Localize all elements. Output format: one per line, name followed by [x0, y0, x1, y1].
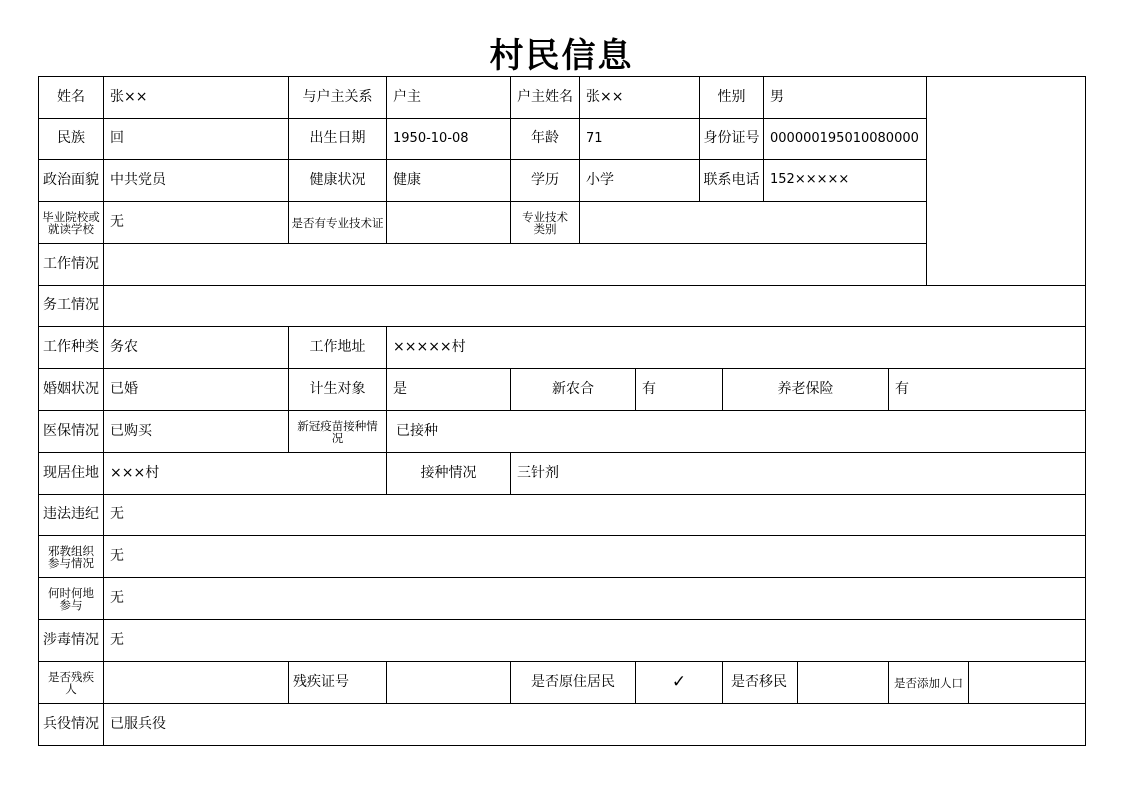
label-gender: 性别 — [699, 76, 764, 119]
value-rural-coop: 有 — [635, 368, 723, 411]
value-disability-cert — [386, 661, 511, 704]
value-tech-type — [579, 201, 927, 244]
value-ethnicity: 回 — [103, 118, 289, 160]
value-relation: 户主 — [386, 76, 511, 119]
value-work — [103, 243, 927, 286]
label-vaccine: 新冠疫苗接种情况 — [288, 410, 387, 453]
value-military: 已服兵役 — [103, 703, 1086, 746]
value-id-number: 000000195010080000 — [763, 118, 927, 160]
value-vaccine: 已接种 — [386, 410, 1086, 453]
label-original-resident: 是否原住居民 — [510, 661, 636, 704]
label-cult: 邪教组织参与情况 — [38, 535, 104, 578]
value-work-address: ×××××村 — [386, 326, 1086, 369]
value-has-cert — [386, 201, 511, 244]
label-cult-when: 何时何地参与 — [38, 577, 104, 620]
label-disabled: 是否残疾人 — [38, 661, 104, 704]
value-political-status: 中共党员 — [103, 159, 289, 202]
label-head-name: 户主姓名 — [510, 76, 580, 119]
value-vaccine-status: 三针剂 — [510, 452, 1086, 495]
value-marital: 已婚 — [103, 368, 289, 411]
checkmark-icon: ✓ — [635, 661, 723, 704]
label-labor: 务工情况 — [38, 285, 104, 327]
label-work-address: 工作地址 — [288, 326, 387, 369]
label-tech-type: 专业技术类别 — [510, 201, 580, 244]
label-disability-cert: 残疾证号 — [288, 661, 387, 704]
label-military: 兵役情况 — [38, 703, 104, 746]
value-phone: 152××××× — [763, 159, 927, 202]
value-disabled — [103, 661, 289, 704]
value-labor — [103, 285, 1086, 327]
label-education: 学历 — [510, 159, 580, 202]
label-violations: 违法违纪 — [38, 494, 104, 536]
value-age: 71 — [579, 118, 700, 160]
value-drugs: 无 — [103, 619, 1086, 662]
value-medical: 已购买 — [103, 410, 289, 453]
label-name: 姓名 — [38, 76, 104, 119]
label-job-type: 工作种类 — [38, 326, 104, 369]
label-work: 工作情况 — [38, 243, 104, 286]
value-health: 健康 — [386, 159, 511, 202]
value-migrant — [797, 661, 889, 704]
value-school: 无 — [103, 201, 289, 244]
label-migrant: 是否移民 — [722, 661, 798, 704]
label-has-cert: 是否有专业技术证 — [288, 201, 387, 244]
value-job-type: 务农 — [103, 326, 289, 369]
label-vaccine-status: 接种情况 — [386, 452, 511, 495]
value-gender: 男 — [763, 76, 927, 119]
label-drugs: 涉毒情况 — [38, 619, 104, 662]
value-education: 小学 — [579, 159, 700, 202]
label-rural-coop: 新农合 — [510, 368, 636, 411]
label-ethnicity: 民族 — [38, 118, 104, 160]
label-id-number: 身份证号 — [699, 118, 764, 160]
value-family-planning: 是 — [386, 368, 511, 411]
label-pension: 养老保险 — [722, 368, 889, 411]
value-violations: 无 — [103, 494, 1086, 536]
value-cult-when: 无 — [103, 577, 1086, 620]
value-cult: 无 — [103, 535, 1086, 578]
value-birth-date: 1950-10-08 — [386, 118, 511, 160]
photo-box — [926, 76, 1086, 286]
page-title: 村民信息 — [489, 36, 634, 76]
value-residence: ×××村 — [103, 452, 387, 495]
value-pension: 有 — [888, 368, 1086, 411]
label-school: 毕业院校或就读学校 — [38, 201, 104, 244]
label-age: 年龄 — [510, 118, 580, 160]
label-residence: 现居住地 — [38, 452, 104, 495]
label-phone: 联系电话 — [699, 159, 764, 202]
label-health: 健康状况 — [288, 159, 387, 202]
label-political-status: 政治面貌 — [38, 159, 104, 202]
value-name: 张×× — [103, 76, 289, 119]
label-added-population: 是否添加人口 — [888, 661, 969, 704]
value-added-population — [968, 661, 1086, 704]
label-family-planning: 计生对象 — [288, 368, 387, 411]
label-relation: 与户主关系 — [288, 76, 387, 119]
label-birth-date: 出生日期 — [288, 118, 387, 160]
value-head-name: 张×× — [579, 76, 700, 119]
label-medical: 医保情况 — [38, 410, 104, 453]
label-marital: 婚姻状况 — [38, 368, 104, 411]
